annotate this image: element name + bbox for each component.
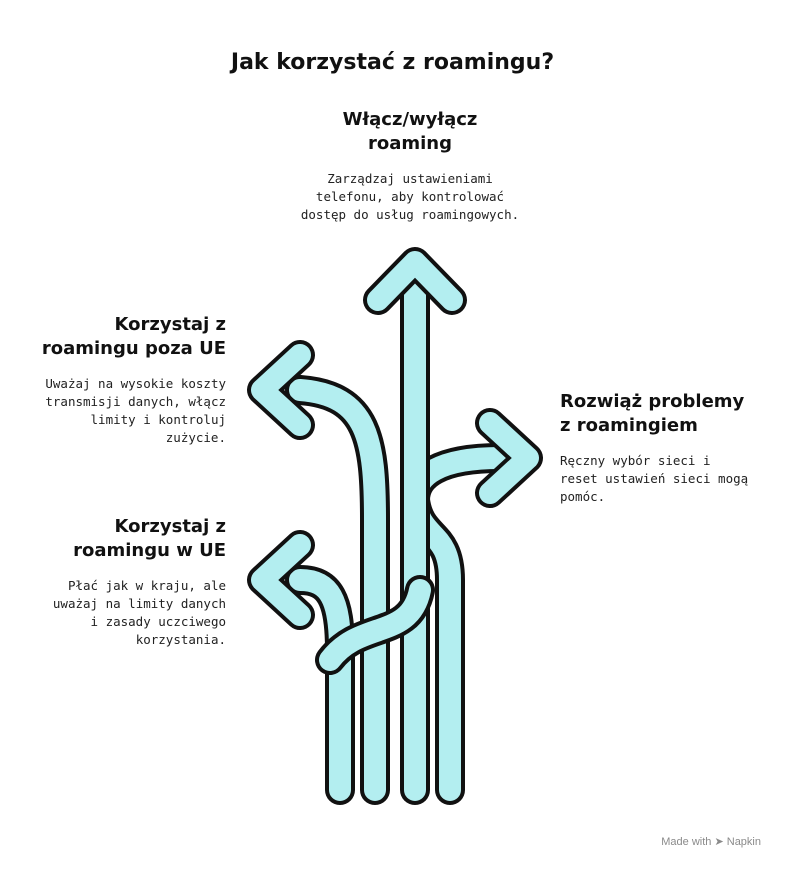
brand-label: Napkin [726, 836, 761, 848]
option-heading: Włącz/wyłącz roaming [342, 109, 478, 154]
napkin-icon: ➤ [714, 836, 724, 848]
option-description: Zarządzaj ustawieniami telefonu, aby kontrolować dostęp do usług roamingowych. [300, 171, 520, 222]
arrow-right [415, 423, 528, 790]
option-description: Płać jak w kraju, ale uważaj na limity danych i zasady uczciwego korzystania. [52, 578, 226, 647]
option-heading: Korzystaj z roamingu poza UE [41, 314, 226, 359]
made-with-label: Made with [661, 836, 712, 848]
option-heading: Rozwiąż problemy z roamingiem [560, 391, 745, 436]
option-heading: Korzystaj z roamingu w UE [73, 516, 226, 561]
page-title: Jak korzystać z roamingu? [230, 50, 555, 75]
option-description: Uważaj na wysokie koszty transmisji danych, włącz limity i kontroluj zużycie. [45, 376, 226, 445]
made-with-napkin-badge [661, 835, 761, 848]
option-description: Ręczny wybór sieci i reset ustawień sieci mogą pomóc. [560, 453, 749, 504]
